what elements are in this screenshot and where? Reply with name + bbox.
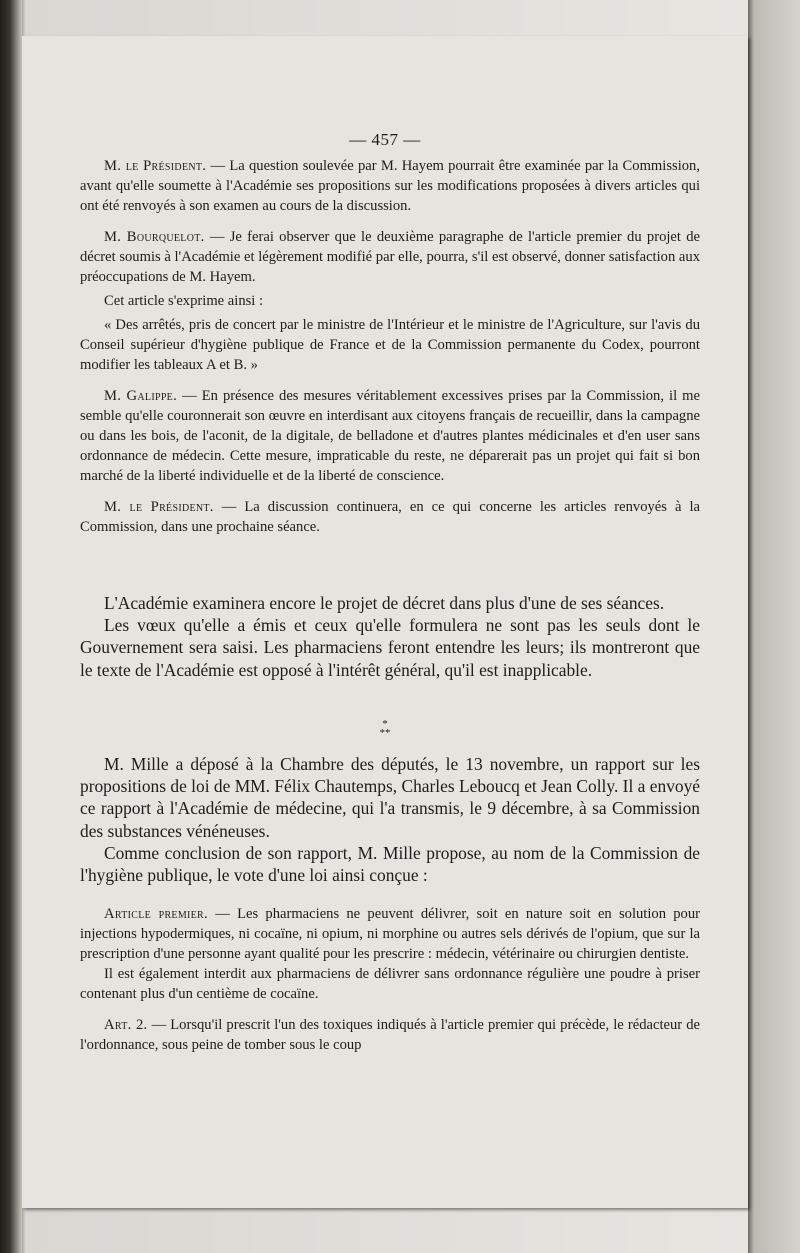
speaker-label: M. Bourquelot. bbox=[104, 229, 205, 245]
paragraph-text: — En présence des mesures véritablement excessives prises par la Commission, il me semble qu'elle couronnerait son œuvre en interdisant aux citoyens français de recueillir, dans la campagne ou dans les bois, de l'aconit, de la digitale, de belladone et d'autres plantes médicinales et d'en user sans ordonnance de médecin. Cette mesure, impraticable du reste, ne déparerait pas un projet qui fait si bon marché de la liberté individuelle et de la liberté de conscience. bbox=[80, 388, 700, 484]
article-premier bbox=[80, 904, 700, 964]
article-label: Art. 2. bbox=[104, 1017, 148, 1033]
paragraph-quotation: « Des arrêtés, pris de concert par le ministre de l'Intérieur et le ministre de l'Agriculture, sur l'avis du Conseil supérieur d'hygiène publique de France et de la Commission permanente du Codex, pourront modifier les tableaux A et B. » bbox=[80, 317, 700, 373]
paragraph-article-intro: Cet article s'exprime ainsi : bbox=[104, 293, 264, 309]
asterism-top: * bbox=[382, 718, 388, 730]
document-page bbox=[22, 36, 748, 1208]
speaker-label: M. le Président. bbox=[104, 499, 214, 515]
article-text: — Les pharmaciens ne peuvent délivrer, soit en nature soit en solution pour injections hypodermiques, ni cocaïne, ni opium, ni morphine ou autres sels dérivés de l'opium, que sur la prescription d'une personne ayant qualité pour les prescrire : médecin, vétérinaire ou chirurgien dentiste. bbox=[80, 906, 701, 962]
paragraph-text: — Je ferai observer que le deuxième paragraphe de l'article premier du projet de décret soumis à l'Académie et légèrement modifié par elle, pourra, s'il est observé, donner satisfaction aux préoccupations de M. Hayem. bbox=[80, 229, 700, 285]
section-separator-asterism bbox=[22, 720, 748, 738]
page-number: — 457 — bbox=[349, 130, 421, 149]
paragraph-galippe bbox=[80, 386, 700, 486]
speaker-label: M. le Président. bbox=[104, 158, 207, 174]
paragraph-voeux: Les vœux qu'elle a émis et ceux qu'elle formulera ne sont pas les seuls dont le Gouvernement sera saisi. Les pharmaciens feront entendre les leurs; ils montreront que le texte de l'Académie est opposé à l'intérêt général, qu'il est inapplicable. bbox=[80, 615, 700, 680]
paragraph-mille-report: M. Mille a déposé à la Chambre des députés, le 13 novembre, un rapport sur les propositions de loi de MM. Félix Chautemps, Charles Leboucq et Jean Colly. Il a envoyé ce rapport à l'Académie de médecine, qui l'a transmis, le 9 décembre, à sa Commission des substances vénéneuses. bbox=[80, 754, 700, 841]
commentary-section bbox=[80, 592, 700, 681]
book-binding-edge bbox=[0, 0, 22, 1253]
page-stack-edge bbox=[748, 0, 800, 1253]
paragraph-president-2 bbox=[80, 497, 700, 537]
paragraph-president-1 bbox=[80, 156, 700, 216]
article-premier-second-paragraph: Il est également interdit aux pharmaciens de délivrer sans ordonnance régulière une poudre à priser contenant plus d'un centième de cocaïne. bbox=[80, 966, 700, 1002]
speaker-label: M. Galippe. bbox=[104, 388, 178, 404]
article-text: — Lorsqu'il prescrit l'un des toxiques indiqués à l'article premier qui précède, le rédacteur de l'ordonnance, sous peine de tomber sous le coup bbox=[80, 1017, 700, 1053]
report-section bbox=[80, 753, 700, 886]
paragraph-bourquelot bbox=[80, 227, 700, 287]
paragraph-conclusion: Comme conclusion de son rapport, M. Mille propose, au nom de la Commission de l'hygiène publique, le vote d'une loi ainsi conçue : bbox=[80, 842, 700, 886]
debate-section bbox=[80, 156, 700, 537]
law-text-section bbox=[80, 904, 700, 1055]
paragraph-academie: L'Académie examinera encore le projet de décret dans plus d'une de ses séances. bbox=[104, 593, 665, 613]
article-2 bbox=[80, 1015, 700, 1055]
paragraph-text: — La discussion continuera, en ce qui concerne les articles renvoyés à la Commission, dans une prochaine séance. bbox=[80, 499, 700, 535]
paragraph-text: — La question soulevée par M. Hayem pourrait être examinée par la Commission, avant qu'elle soumette à l'Académie ses propositions sur les modifications proposées à divers articles qui ont été renvoyés à son examen au cours de la discussion. bbox=[80, 158, 700, 214]
asterism-bottom: ** bbox=[379, 727, 391, 739]
article-label: Article premier. bbox=[104, 906, 208, 922]
